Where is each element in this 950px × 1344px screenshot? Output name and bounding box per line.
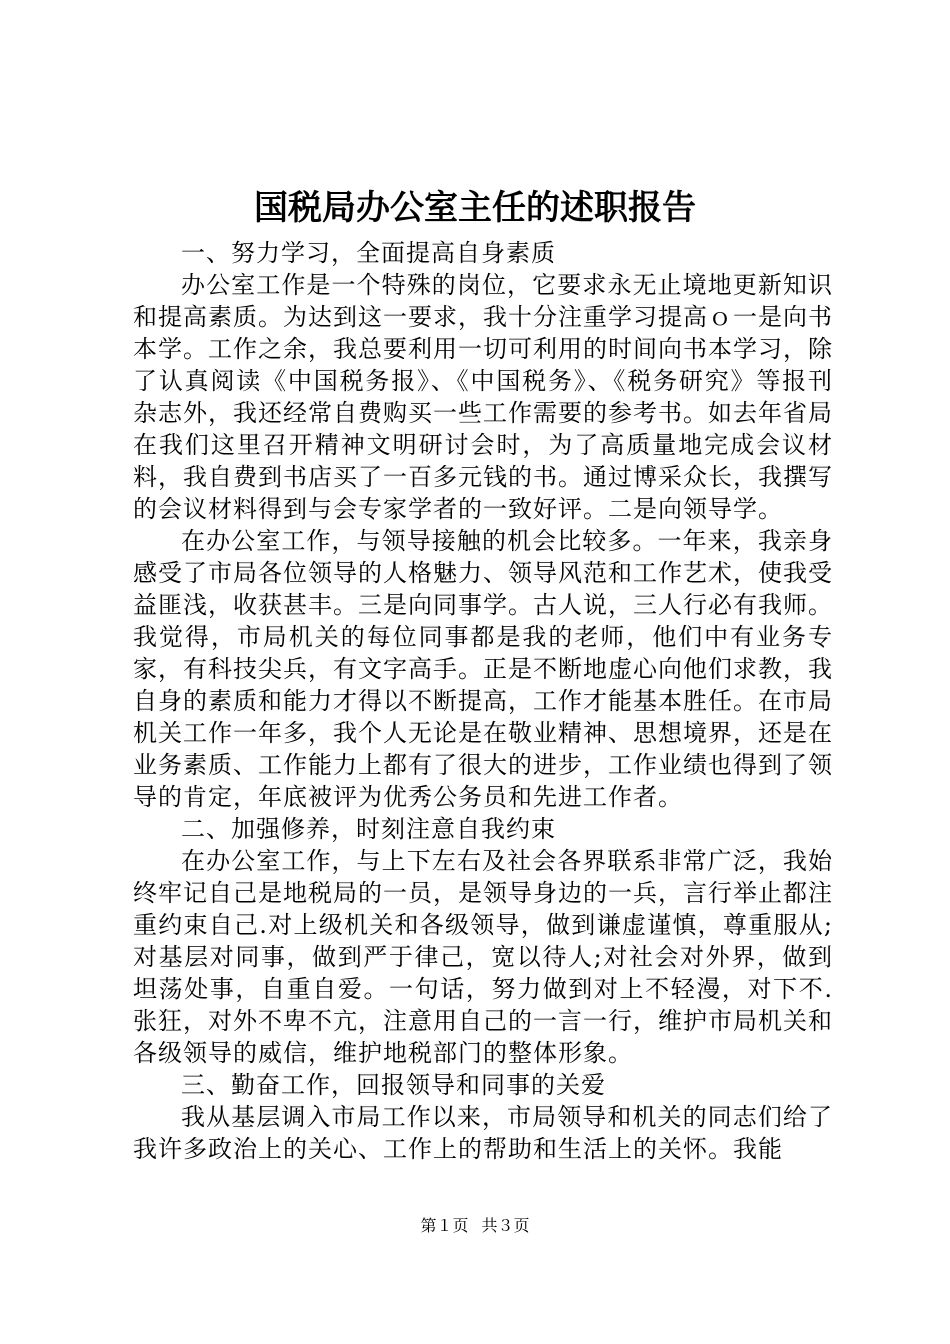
page-number: 第１页 [420,1216,469,1235]
document-body [133,237,833,1165]
section-heading-2: 二、加强修养，时刻注意自我约束 [181,815,556,843]
document-title: 国税局办公室主任的述职报告 [254,188,696,228]
page-total: 共３页 [481,1216,530,1235]
paragraph: 我从基层调入市局工作以来，市局领导和机关的同志们给了我许多政治上的关心、工作上的帮助和生活上的关怀。我能 [133,1103,833,1163]
section-heading-3: 三、勤奋工作，回报领导和同事的关爱 [181,1071,606,1099]
page-footer [0,1216,950,1236]
section-heading-1: 一、努力学习，全面提高自身素质 [181,239,556,267]
paragraph: 办公室工作是一个特殊的岗位，它要求永无止境地更新知识和提高素质。为达到这一要求，我十分注重学习提高ｏ一是向书本学。工作之余，我总要利用一切可利用的时间向书本学习，除了认真阅读《中国税务报》、《中国税务》、《税务研究》等报刊杂志外，我还经常自费购买一些工作需要的参考书。如去年省局在我们这里召开精神文明研讨会时，为了高质量地完成会议材料，我自费到书店买了一百多元钱的书。通过博采众长，我撰写的会议材料得到与会专家学者的一致好评。二是向领导学。 [133,271,833,523]
paragraph: 在办公室工作，与领导接触的机会比较多。一年来，我亲身感受了市局各位领导的人格魅力、领导风范和工作艺术，使我受益匪浅，收获甚丰。三是向同事学。古人说，三人行必有我师。我觉得，市局机关的每位同事都是我的老师，他们中有业务专家，有科技尖兵，有文字高手。正是不断地虚心向他们求教，我自身的素质和能力才得以不断提高，工作才能基本胜任。在市局机关工作一年多，我个人无论是在敬业精神、思想境界，还是在业务素质、工作能力上都有了很大的进步，工作业绩也得到了领导的肯定，年底被评为优秀公务员和先进工作者。 [133,527,833,811]
paragraph: 在办公室工作，与上下左右及社会各界联系非常广泛，我始终牢记自己是地税局的一员，是领导身边的一兵，言行举止都注重约束自己.对上级机关和各级领导，做到谦虚谨慎，尊重服从;对基层对同事，做到严于律己，宽以待人;对社会对外界，做到坦荡处事，自重自爱。一句话，努力做到对上不轻漫，对下不.张狂，对外不卑不亢，注意用自己的一言一行，维护市局机关和各级领导的威信，维护地税部门的整体形象。 [133,847,833,1067]
